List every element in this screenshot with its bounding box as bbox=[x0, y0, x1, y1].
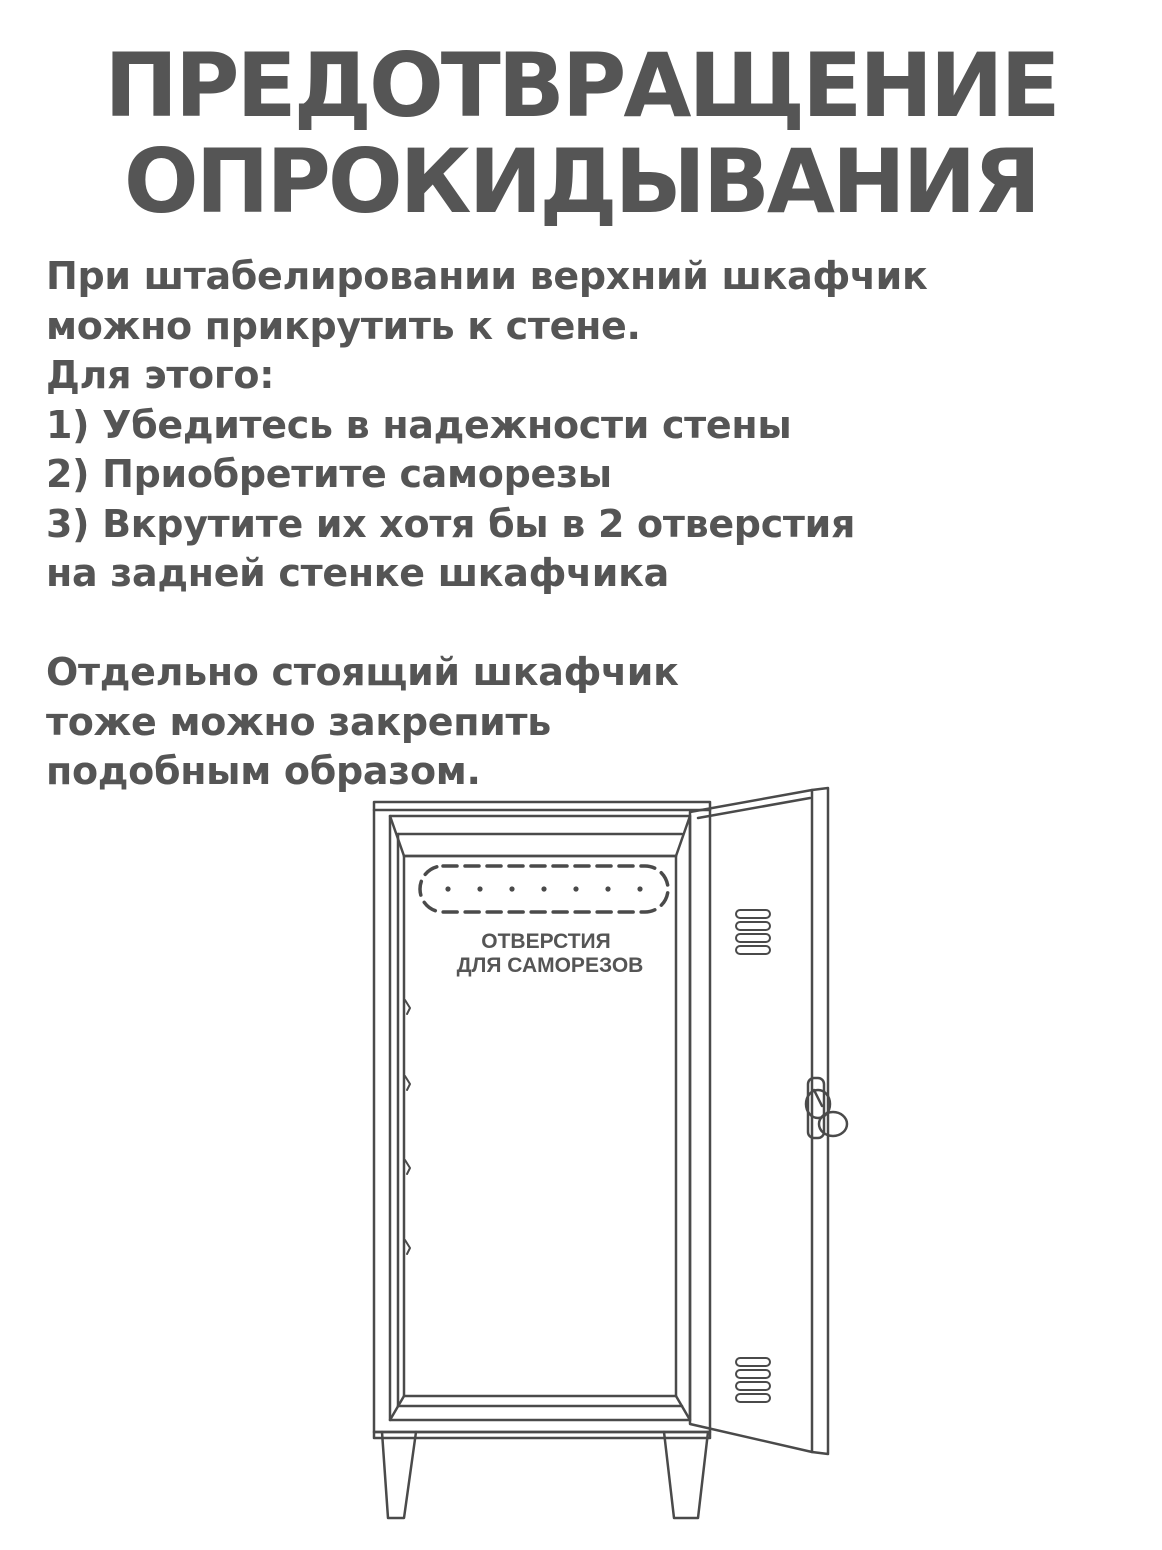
step-3-line-1: 3) Вкрутите их хотя бы в 2 отверстия bbox=[46, 501, 856, 546]
step-3-line-2: на задней стенке шкафчика bbox=[46, 551, 669, 595]
shelf-notches bbox=[405, 1000, 410, 1254]
step-2: 2) Приобретите саморезы bbox=[46, 452, 612, 496]
note-line-3: подобным образом. bbox=[46, 749, 481, 793]
for-this-label: Для этого: bbox=[46, 353, 275, 397]
screw-holes bbox=[445, 886, 642, 891]
locker-door bbox=[690, 788, 847, 1454]
intro-line-2: можно прикрутить к стене. bbox=[46, 303, 641, 348]
locker-legs bbox=[382, 1432, 708, 1518]
screw-holes-label-line-1: ОТВЕРСТИЯ bbox=[481, 930, 611, 953]
page-title-line-2: ОПРОКИДЫВАНИЯ bbox=[123, 130, 1039, 233]
intro-line-1: При штабелировании верхний шкафчик bbox=[46, 254, 928, 298]
door-vent-top bbox=[736, 910, 770, 954]
locker-body bbox=[374, 802, 710, 1438]
note-line-2: тоже можно закрепить bbox=[46, 699, 551, 744]
door-vent-bottom bbox=[736, 1358, 770, 1402]
screw-holes-label-line-2: ДЛЯ САМОРЕЗОВ bbox=[456, 954, 644, 977]
step-1: 1) Убедитесь в надежности стены bbox=[46, 402, 792, 447]
note-line-1: Отдельно стоящий шкафчик bbox=[46, 650, 679, 694]
page-title-line-1: ПРЕДОТВРАЩЕНИЕ bbox=[104, 34, 1058, 137]
